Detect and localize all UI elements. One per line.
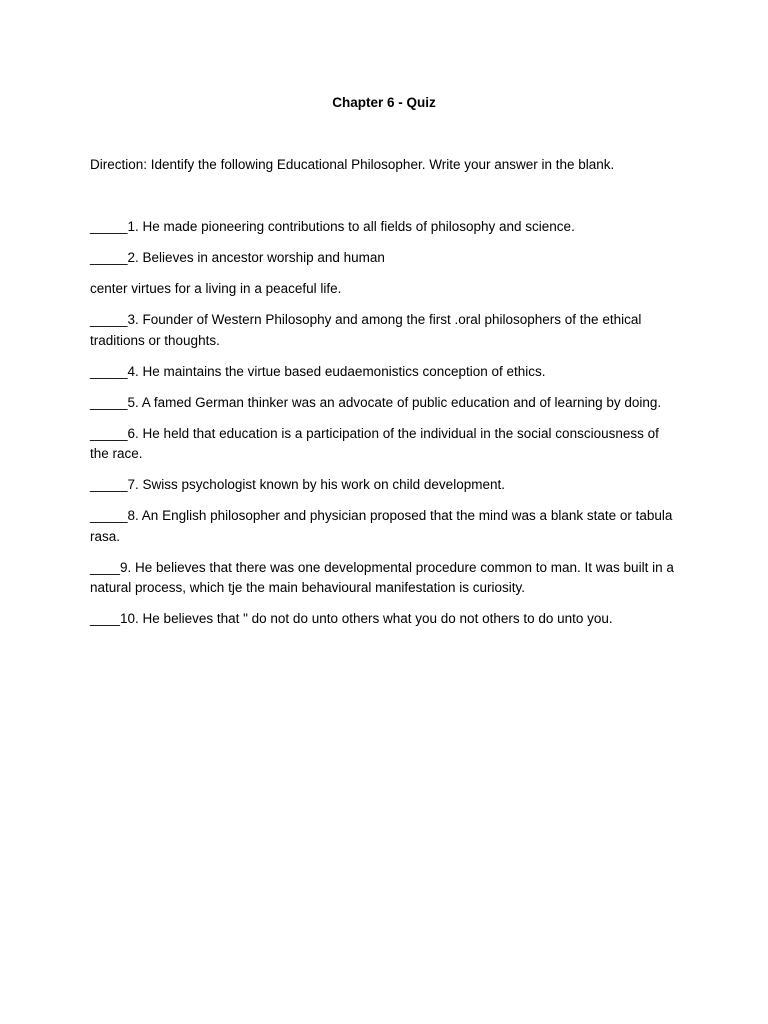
question-4: _____4. He maintains the virtue based eudaemonistics conception of ethics. [90,363,546,379]
direction-text: Direction: Identify the following Educational Philosopher. Write your answer in the blank. [90,157,615,172]
question-9: ____9. He believes that there was one developmental procedure common to man. It was built in a natural process, which tje the main behavioural manifestation is curiosity. [90,559,674,595]
question-list [90,217,680,640]
question-1: _____1. He made pioneering contributions to all fields of philosophy and science. [90,219,575,234]
question-7: _____7. Swiss psychologist known by his work on child development. [90,477,505,492]
question-8: _____8. An English philosopher and physician proposed that the mind was a blank state or tabula rasa. [90,508,673,544]
question-3: _____3. Founder of Western Philosophy and among the first .oral philosophers of the ethical traditions or thoughts. [90,312,642,348]
question-5: _____5. A famed German thinker was an advocate of public education and of learning by doing. [90,394,662,410]
question-2: _____2. Believes in ancestor worship and human [90,250,385,265]
question-6: _____6. He held that education is a participation of the individual in the social consciousness of the race. [90,425,659,461]
question-2-continued: center virtues for a living in a peaceful life. [90,281,342,296]
question-10: ____10. He believes that " do not do unto others what you do not others to do unto you. [90,611,613,626]
page-title: Chapter 6 - Quiz [332,95,436,110]
